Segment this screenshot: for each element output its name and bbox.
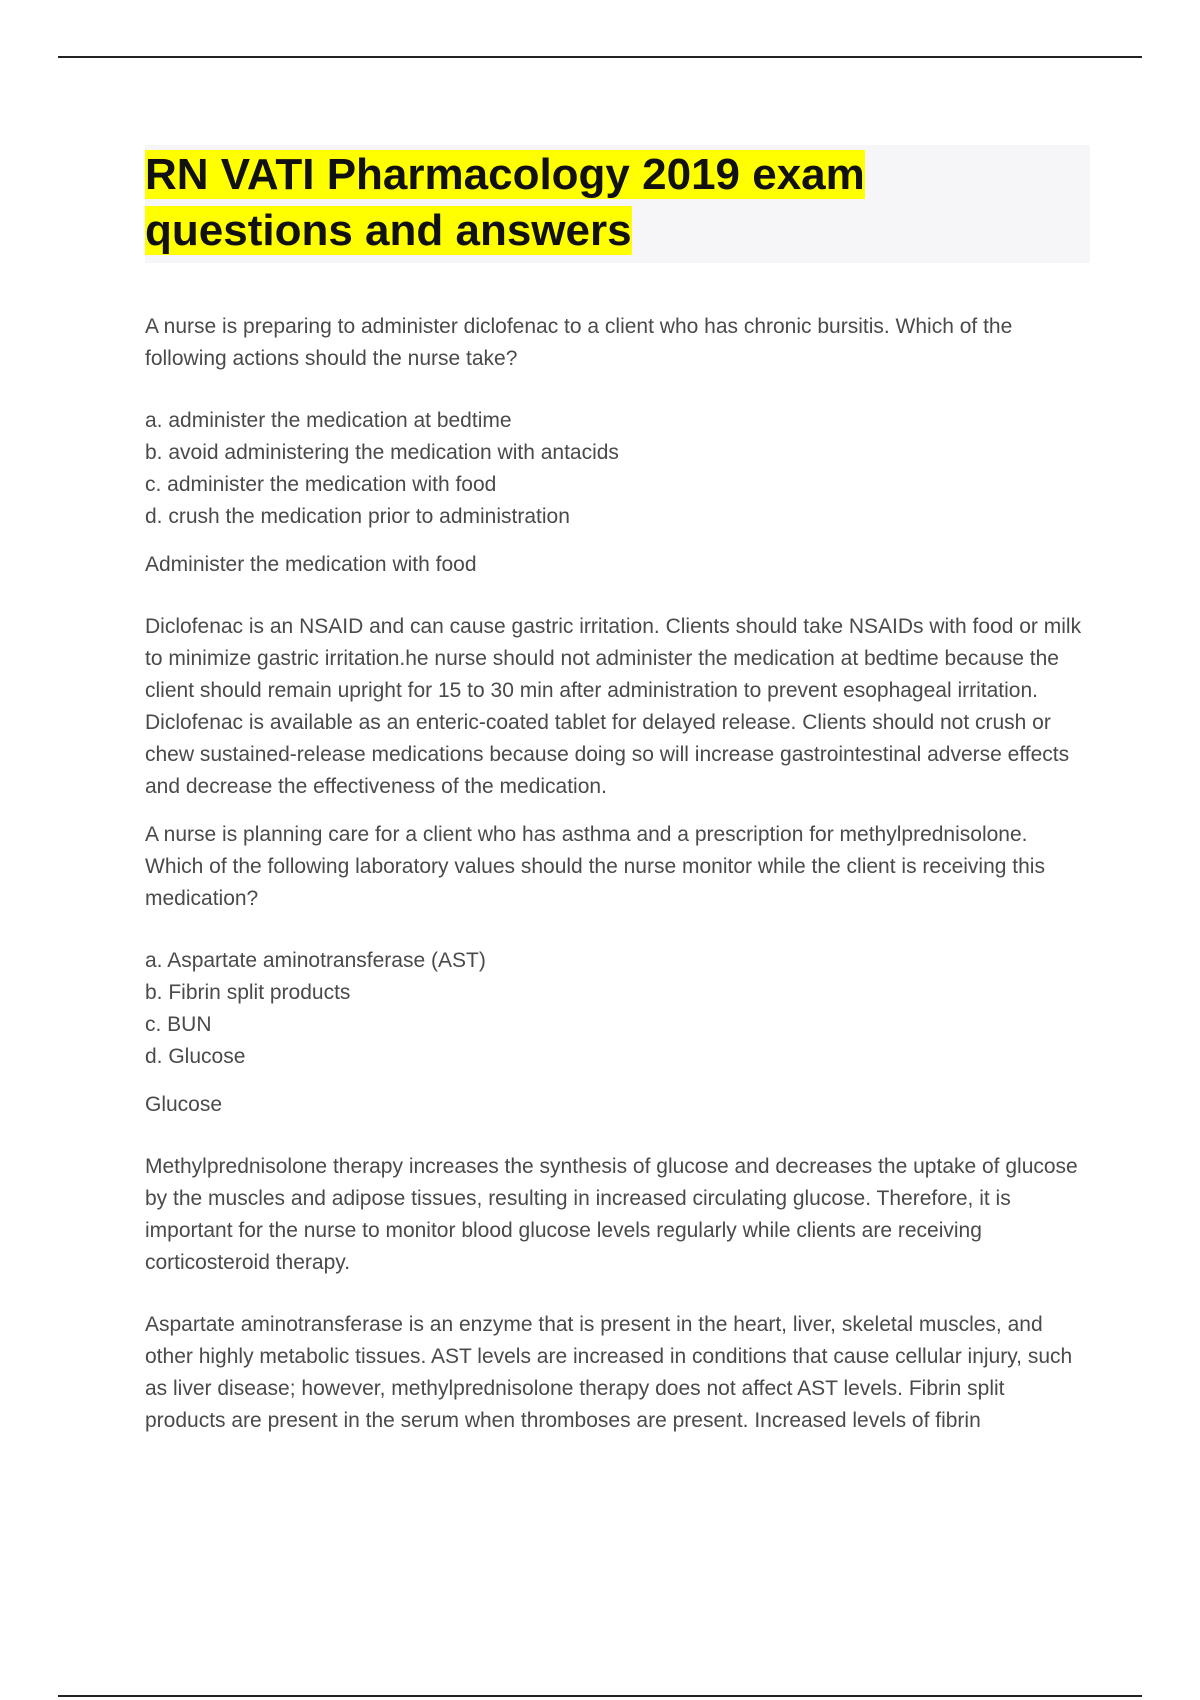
question-block-1 [145, 311, 1090, 803]
title-block [145, 145, 1090, 263]
correct-answer: Glucose [145, 1093, 223, 1116]
option-d: d. crush the medication prior to administration [145, 505, 570, 528]
title-line-2: questions and answers [145, 206, 632, 255]
option-c: c. administer the medication with food [145, 473, 497, 496]
document-title [145, 147, 1090, 259]
title-line-1: RN VATI Pharmacology 2019 exam [145, 150, 865, 199]
answer-options [145, 405, 1090, 533]
rationale-paragraph: Methylprednisolone therapy increases the synthesis of glucose and decreases the uptake of glucose by the muscles and adipose tissues, resulting in increased circulating glucose. Therefore, it is important for the nurse to monitor blood glucose levels regularly while clients are receiving corticosteroid therapy. [145, 1155, 1078, 1274]
rationale-paragraph: Aspartate aminotransferase is an enzyme that is present in the heart, liver, skeletal muscles, and other highly metabolic tissues. AST levels are increased in conditions that cause cellular injury, such as liver disease; however, methylprednisolone therapy does not affect AST levels. Fibrin split products are present in the serum when thromboses are present. Increased levels of fibrin [145, 1313, 1073, 1432]
footer-rule [58, 1695, 1142, 1697]
option-d: d. Glucose [145, 1045, 246, 1068]
header-rule [58, 56, 1142, 58]
option-b: b. Fibrin split products [145, 981, 351, 1004]
question-text: A nurse is preparing to administer diclofenac to a client who has chronic bursitis. Which of the following actions should the nurse take? [145, 315, 1013, 370]
option-c: c. BUN [145, 1013, 212, 1036]
option-a: a. Aspartate aminotransferase (AST) [145, 949, 486, 972]
question-text: A nurse is planning care for a client who has asthma and a prescription for methylprednisolone. Which of the following laboratory values should the nurse monitor while the client is receiving this medication? [145, 823, 1045, 910]
document-body [145, 145, 1090, 1437]
question-block-2 [145, 819, 1090, 1437]
correct-answer: Administer the medication with food [145, 553, 477, 576]
answer-options [145, 945, 1090, 1073]
option-a: a. administer the medication at bedtime [145, 409, 512, 432]
option-b: b. avoid administering the medication with antacids [145, 441, 619, 464]
rationale-paragraph: Diclofenac is an NSAID and can cause gastric irritation. Clients should take NSAIDs with food or milk to minimize gastric irritation.he nurse should not administer the medication at bedtime because the client should remain upright for 15 to 30 min after administration to prevent esophageal irritation. Diclofenac is available as an enteric-coated tablet for delayed release. Clients should not crush or chew sustained-release medications because doing so will increase gastrointestinal adverse effects and decrease the effectiveness of the medication. [145, 615, 1082, 798]
